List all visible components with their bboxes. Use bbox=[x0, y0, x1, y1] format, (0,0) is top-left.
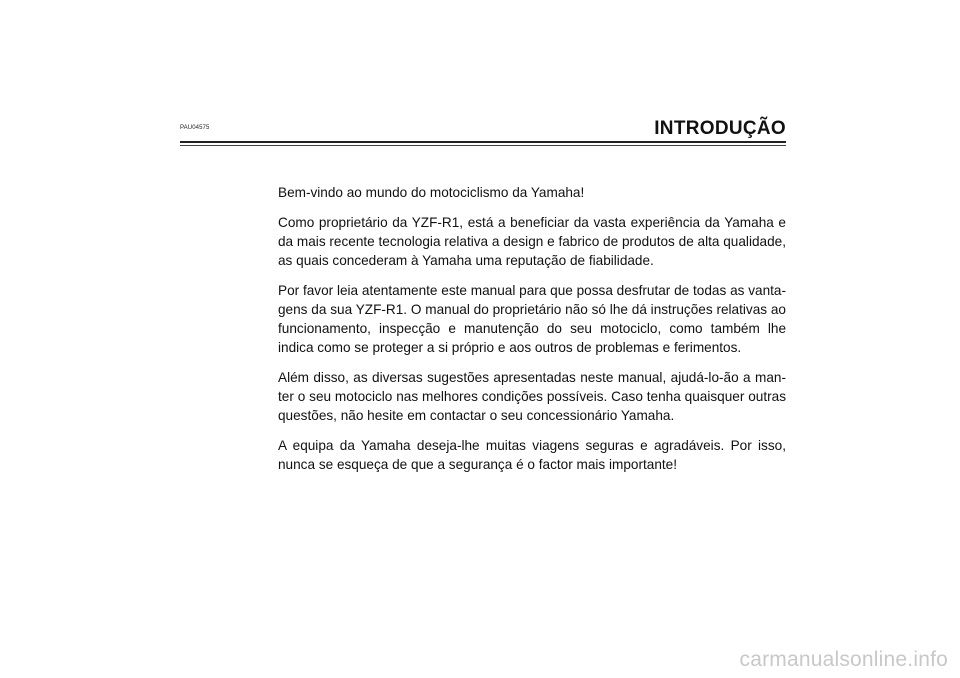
paragraph-read-manual: Por favor leia atentamente este manual para que possa desfrutar de todas as vantagens da sua YZF-R1. O manual do proprietário não só lhe dá instruções relativas ao funcionamento, inspecção e manutenção do seu motociclo, como também lhe indica como se proteger a si próprio e aos outros de problemas e ferimentos. bbox=[278, 283, 786, 355]
paragraph-suggestions: Além disso, as diversas sugestões apresentadas neste manual, ajudá-lo-ão a manter o seu motociclo nas melhores condições possíveis. Caso tenha quaisquer outras questões, não hesite em contactar o seu concessionário Yamaha. bbox=[278, 370, 786, 423]
intro-text bbox=[278, 183, 786, 485]
paragraph-safety: A equipa da Yamaha deseja-lhe muitas viagens seguras e agradáveis. Por isso, nunca se esqueça de que a segurança é o factor mais importante! bbox=[278, 438, 786, 472]
page-title: INTRODUÇÃO bbox=[654, 118, 786, 139]
header-rule-thin bbox=[180, 145, 786, 146]
paragraph-ownership: Como proprietário da YZF-R1, está a beneficiar da vasta experiência da Yamaha e da mais recente tecnologia relativa a design e fabrico de produtos de alta qualidade, as quais concederam à Yamaha uma reputação de fiabilidade. bbox=[278, 215, 786, 268]
document-code: PAU04575 bbox=[180, 125, 210, 131]
paragraph-welcome: Bem-vindo ao mundo do motociclismo da Yamaha! bbox=[278, 185, 585, 200]
header-rule bbox=[180, 141, 786, 143]
watermark: carmanualsonline.info bbox=[739, 648, 948, 671]
